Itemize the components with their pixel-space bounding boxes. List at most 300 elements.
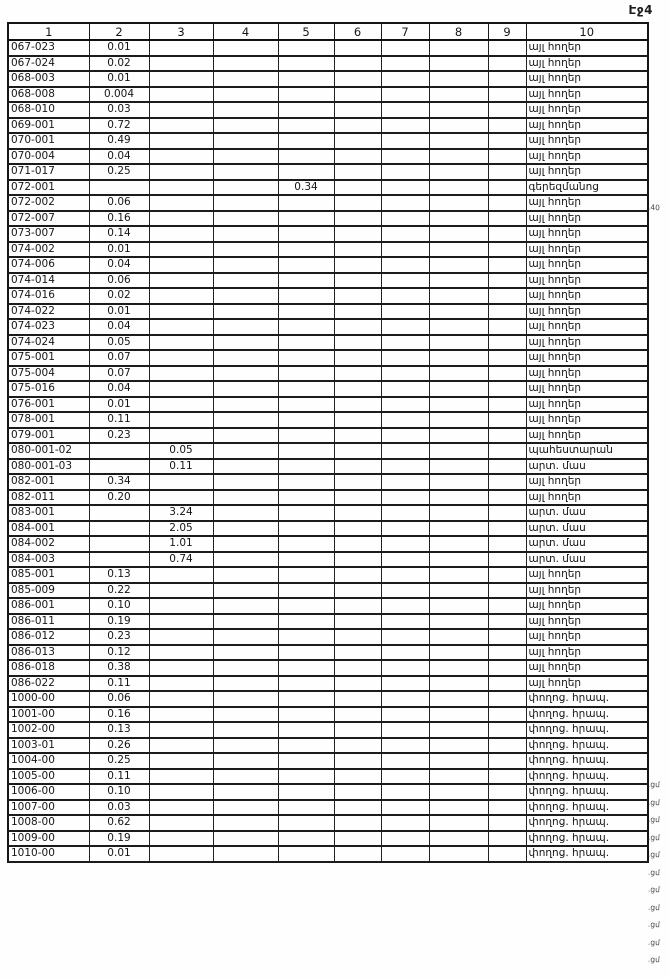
cell-area-col5: [278, 583, 334, 599]
cell-col8: [429, 474, 488, 490]
cell-area-col2: 0.12: [89, 645, 149, 661]
cell-area-col5: [278, 676, 334, 692]
cell-parcel-code: 070-004: [8, 149, 89, 165]
table-row: [8, 242, 648, 258]
cell-area-col5: [278, 149, 334, 165]
cell-area-col3: [149, 490, 213, 506]
cell-col8: [429, 505, 488, 521]
cell-col4: [213, 257, 278, 273]
cell-land-use: արտ. մաս: [526, 552, 648, 568]
cell-area-col5: [278, 195, 334, 211]
cell-area-col5: [278, 614, 334, 630]
cell-col6: [334, 257, 381, 273]
cell-col4: [213, 242, 278, 258]
cell-col6: [334, 304, 381, 320]
cell-col9: [488, 459, 526, 475]
cell-land-use: այլ հողեր: [526, 149, 648, 165]
cell-area-col5: [278, 304, 334, 320]
table-row: [8, 102, 648, 118]
cell-col7: [381, 412, 429, 428]
cell-land-use: այլ հողեր: [526, 350, 648, 366]
cell-col4: [213, 319, 278, 335]
cell-col4: [213, 149, 278, 165]
cell-col9: [488, 676, 526, 692]
cell-area-col3: [149, 846, 213, 862]
cell-land-use: այլ հողեր: [526, 474, 648, 490]
cell-col4: [213, 474, 278, 490]
cell-col8: [429, 87, 488, 103]
cell-parcel-code: 1009-00: [8, 831, 89, 847]
cell-area-col2: 0.01: [89, 71, 149, 87]
cell-parcel-code: 084-001: [8, 521, 89, 537]
cell-area-col2: 0.16: [89, 211, 149, 227]
cell-col9: [488, 71, 526, 87]
cell-col9: [488, 381, 526, 397]
cell-col9: [488, 769, 526, 785]
cell-col4: [213, 164, 278, 180]
cell-area-col3: [149, 242, 213, 258]
cell-land-use: այլ հողեր: [526, 226, 648, 242]
cell-parcel-code: 086-001: [8, 598, 89, 614]
cell-col7: [381, 676, 429, 692]
cell-col4: [213, 614, 278, 630]
cell-land-use: այլ հողեր: [526, 40, 648, 56]
cell-col7: [381, 645, 429, 661]
cell-col4: [213, 428, 278, 444]
cell-area-col2: 0.34: [89, 474, 149, 490]
cell-parcel-code: 079-001: [8, 428, 89, 444]
cell-col8: [429, 676, 488, 692]
cell-area-col3: 1.01: [149, 536, 213, 552]
cell-col8: [429, 536, 488, 552]
cell-col9: [488, 583, 526, 599]
cell-parcel-code: 072-002: [8, 195, 89, 211]
cell-col7: [381, 629, 429, 645]
cell-area-col2: 0.07: [89, 350, 149, 366]
table-row: [8, 164, 648, 180]
cell-area-col3: [149, 273, 213, 289]
cell-col7: [381, 304, 429, 320]
table-row: [8, 490, 648, 506]
cell-col7: [381, 40, 429, 56]
cell-area-col3: [149, 87, 213, 103]
cell-col6: [334, 397, 381, 413]
cell-col9: [488, 629, 526, 645]
cell-parcel-code: 067-024: [8, 56, 89, 72]
table-row: [8, 567, 648, 583]
cell-col4: [213, 40, 278, 56]
cell-col9: [488, 443, 526, 459]
cell-col8: [429, 180, 488, 196]
cell-area-col2: 0.01: [89, 40, 149, 56]
cell-col4: [213, 722, 278, 738]
cell-parcel-code: 080-001-02: [8, 443, 89, 459]
table-row: [8, 87, 648, 103]
cell-area-col3: [149, 366, 213, 382]
cell-area-col2: 0.19: [89, 614, 149, 630]
cell-col4: [213, 583, 278, 599]
cell-col4: [213, 288, 278, 304]
cell-land-use: այլ հողեր: [526, 381, 648, 397]
cell-col4: [213, 629, 278, 645]
cell-col7: [381, 257, 429, 273]
cell-area-col2: 0.06: [89, 195, 149, 211]
cell-area-col3: [149, 428, 213, 444]
cell-col6: [334, 505, 381, 521]
cell-parcel-code: 1006-00: [8, 784, 89, 800]
cell-area-col3: 0.74: [149, 552, 213, 568]
cell-parcel-code: 074-016: [8, 288, 89, 304]
cell-col6: [334, 350, 381, 366]
cell-col4: [213, 831, 278, 847]
cell-area-col2: 0.25: [89, 164, 149, 180]
table-row: [8, 211, 648, 227]
cell-land-use: այլ հողեր: [526, 567, 648, 583]
cell-col8: [429, 722, 488, 738]
land-parcel-table: [7, 22, 649, 863]
cell-col8: [429, 397, 488, 413]
cell-col4: [213, 815, 278, 831]
cell-col4: [213, 691, 278, 707]
cell-area-col3: [149, 722, 213, 738]
cell-col7: [381, 784, 429, 800]
cell-col6: [334, 474, 381, 490]
cell-parcel-code: 1002-00: [8, 722, 89, 738]
cell-land-use: փողոց. հրապ.: [526, 738, 648, 754]
cell-col8: [429, 56, 488, 72]
cell-area-col3: [149, 71, 213, 87]
cell-land-use: այլ հողեր: [526, 102, 648, 118]
cell-land-use: այլ հողեր: [526, 583, 648, 599]
cell-col7: [381, 319, 429, 335]
cell-land-use: այլ հողեր: [526, 428, 648, 444]
cell-col4: [213, 226, 278, 242]
cell-land-use: արտ. մաս: [526, 521, 648, 537]
cell-col8: [429, 660, 488, 676]
cell-area-col3: [149, 629, 213, 645]
table-row: [8, 722, 648, 738]
cell-area-col5: [278, 242, 334, 258]
cell-col4: [213, 335, 278, 351]
cell-col9: [488, 40, 526, 56]
cell-area-col3: [149, 56, 213, 72]
handwritten-margin-mark: .ցմ: [647, 814, 661, 825]
cell-col7: [381, 226, 429, 242]
table-row: [8, 428, 648, 444]
table-row: [8, 288, 648, 304]
cell-area-col3: [149, 815, 213, 831]
cell-col4: [213, 102, 278, 118]
table-row: [8, 815, 648, 831]
cell-col6: [334, 598, 381, 614]
cell-area-col3: [149, 691, 213, 707]
cell-col4: [213, 87, 278, 103]
cell-area-col2: 0.62: [89, 815, 149, 831]
cell-col6: [334, 738, 381, 754]
cell-col4: [213, 769, 278, 785]
table-row: [8, 707, 648, 723]
cell-area-col5: [278, 459, 334, 475]
cell-col6: [334, 691, 381, 707]
cell-col6: [334, 71, 381, 87]
cell-col4: [213, 118, 278, 134]
header-row: [8, 23, 648, 40]
cell-col7: [381, 691, 429, 707]
cell-land-use: այլ հողեր: [526, 273, 648, 289]
cell-col9: [488, 800, 526, 816]
cell-parcel-code: 086-011: [8, 614, 89, 630]
cell-col6: [334, 242, 381, 258]
cell-area-col2: 0.04: [89, 149, 149, 165]
cell-area-col2: [89, 443, 149, 459]
table-row: [8, 583, 648, 599]
cell-col7: [381, 769, 429, 785]
cell-col6: [334, 629, 381, 645]
cell-col8: [429, 598, 488, 614]
cell-col8: [429, 71, 488, 87]
cell-land-use: փողոց. հրապ.: [526, 707, 648, 723]
cell-col8: [429, 257, 488, 273]
cell-area-col5: [278, 412, 334, 428]
cell-col6: [334, 707, 381, 723]
cell-parcel-code: 072-001: [8, 180, 89, 196]
cell-col4: [213, 195, 278, 211]
cell-col7: [381, 505, 429, 521]
cell-col6: [334, 211, 381, 227]
table-row: [8, 784, 648, 800]
cell-col8: [429, 164, 488, 180]
cell-col8: [429, 629, 488, 645]
cell-col4: [213, 180, 278, 196]
cell-parcel-code: 069-001: [8, 118, 89, 134]
cell-area-col2: 0.004: [89, 87, 149, 103]
cell-area-col5: [278, 443, 334, 459]
cell-col7: [381, 846, 429, 862]
cell-col6: [334, 459, 381, 475]
cell-parcel-code: 085-001: [8, 567, 89, 583]
cell-col9: [488, 660, 526, 676]
cell-parcel-code: 075-016: [8, 381, 89, 397]
cell-parcel-code: 1007-00: [8, 800, 89, 816]
cell-col7: [381, 397, 429, 413]
cell-area-col5: [278, 645, 334, 661]
cell-land-use: փողոց. հրապ.: [526, 831, 648, 847]
cell-col4: [213, 521, 278, 537]
cell-area-col3: 2.05: [149, 521, 213, 537]
cell-land-use: փողոց. հրապ.: [526, 691, 648, 707]
cell-area-col2: 0.19: [89, 831, 149, 847]
cell-col9: [488, 784, 526, 800]
cell-area-col5: [278, 598, 334, 614]
cell-area-col5: 0.34: [278, 180, 334, 196]
cell-col4: [213, 660, 278, 676]
cell-col8: [429, 428, 488, 444]
table-row: [8, 304, 648, 320]
column-header-6: 6: [334, 23, 381, 40]
cell-parcel-code: 072-007: [8, 211, 89, 227]
cell-col8: [429, 40, 488, 56]
cell-area-col5: [278, 102, 334, 118]
cell-area-col3: [149, 40, 213, 56]
cell-area-col3: [149, 800, 213, 816]
cell-col6: [334, 118, 381, 134]
cell-col4: [213, 567, 278, 583]
cell-area-col2: 0.38: [89, 660, 149, 676]
cell-land-use: փողոց. հրապ.: [526, 769, 648, 785]
cell-area-col2: 0.23: [89, 629, 149, 645]
cell-area-col5: [278, 366, 334, 382]
cell-col6: [334, 614, 381, 630]
cell-col7: [381, 71, 429, 87]
cell-col9: [488, 118, 526, 134]
cell-col7: [381, 598, 429, 614]
cell-col7: [381, 288, 429, 304]
cell-col4: [213, 381, 278, 397]
cell-col6: [334, 319, 381, 335]
cell-area-col5: [278, 707, 334, 723]
handwritten-margin-mark: .ցմ: [647, 884, 661, 895]
cell-col9: [488, 536, 526, 552]
handwritten-margin-mark: .ցմ: [647, 779, 661, 790]
table-row: [8, 381, 648, 397]
cell-col4: [213, 397, 278, 413]
cell-land-use: այլ հողեր: [526, 242, 648, 258]
cell-col6: [334, 443, 381, 459]
cell-col8: [429, 800, 488, 816]
table-row: [8, 753, 648, 769]
table-row: [8, 397, 648, 413]
cell-parcel-code: 1010-00: [8, 846, 89, 862]
cell-area-col2: 0.26: [89, 738, 149, 754]
cell-area-col2: 0.01: [89, 304, 149, 320]
cell-area-col5: [278, 800, 334, 816]
cell-area-col3: [149, 226, 213, 242]
table-body: [8, 40, 648, 862]
cell-area-col5: [278, 350, 334, 366]
cell-area-col3: [149, 102, 213, 118]
cell-col9: [488, 831, 526, 847]
cell-area-col3: [149, 319, 213, 335]
cell-area-col5: [278, 521, 334, 537]
cell-land-use: այլ հողեր: [526, 257, 648, 273]
cell-parcel-code: 075-001: [8, 350, 89, 366]
cell-land-use: այլ հողեր: [526, 56, 648, 72]
cell-area-col5: [278, 118, 334, 134]
cell-col6: [334, 552, 381, 568]
cell-col6: [334, 180, 381, 196]
cell-col7: [381, 366, 429, 382]
cell-land-use: պահեստարան: [526, 443, 648, 459]
cell-col8: [429, 846, 488, 862]
cell-col7: [381, 722, 429, 738]
cell-col9: [488, 102, 526, 118]
cell-area-col3: [149, 614, 213, 630]
table-row: [8, 180, 648, 196]
cell-land-use: այլ հողեր: [526, 133, 648, 149]
cell-col6: [334, 769, 381, 785]
cell-area-col3: [149, 645, 213, 661]
cell-area-col3: 0.05: [149, 443, 213, 459]
cell-col8: [429, 304, 488, 320]
cell-col6: [334, 800, 381, 816]
cell-col9: [488, 598, 526, 614]
cell-col4: [213, 273, 278, 289]
cell-col8: [429, 552, 488, 568]
cell-col8: [429, 288, 488, 304]
cell-area-col5: [278, 226, 334, 242]
cell-col4: [213, 784, 278, 800]
cell-col8: [429, 242, 488, 258]
column-header-7: 7: [381, 23, 429, 40]
cell-area-col2: 0.11: [89, 412, 149, 428]
cell-area-col5: [278, 505, 334, 521]
cell-col8: [429, 149, 488, 165]
cell-col9: [488, 366, 526, 382]
cell-col9: [488, 335, 526, 351]
handwritten-margin-mark: .ցմ: [647, 954, 661, 965]
cell-land-use: արտ. մաս: [526, 505, 648, 521]
cell-parcel-code: 071-017: [8, 164, 89, 180]
cell-area-col3: [149, 397, 213, 413]
cell-col9: [488, 552, 526, 568]
handwritten-margin-mark: .ցմ: [647, 919, 661, 930]
cell-area-col3: [149, 474, 213, 490]
cell-col7: [381, 552, 429, 568]
table-row: [8, 552, 648, 568]
cell-area-col3: [149, 676, 213, 692]
cell-parcel-code: 083-001: [8, 505, 89, 521]
cell-col4: [213, 412, 278, 428]
cell-col7: [381, 56, 429, 72]
cell-col6: [334, 40, 381, 56]
cell-col9: [488, 350, 526, 366]
cell-col9: [488, 428, 526, 444]
cell-col8: [429, 319, 488, 335]
cell-col6: [334, 645, 381, 661]
cell-col6: [334, 366, 381, 382]
cell-land-use: այլ հողեր: [526, 211, 648, 227]
cell-area-col3: [149, 660, 213, 676]
cell-col6: [334, 335, 381, 351]
cell-col8: [429, 738, 488, 754]
cell-parcel-code: 067-023: [8, 40, 89, 56]
cell-area-col5: [278, 474, 334, 490]
table-row: [8, 505, 648, 521]
cell-land-use: այլ հողեր: [526, 629, 648, 645]
cell-col4: [213, 800, 278, 816]
column-header-10: 10: [526, 23, 648, 40]
cell-area-col3: [149, 831, 213, 847]
cell-area-col3: [149, 149, 213, 165]
cell-col9: [488, 288, 526, 304]
cell-area-col2: 0.16: [89, 707, 149, 723]
cell-col6: [334, 831, 381, 847]
table-row: [8, 56, 648, 72]
table-row: [8, 40, 648, 56]
cell-area-col2: 0.02: [89, 56, 149, 72]
cell-area-col3: 0.11: [149, 459, 213, 475]
cell-area-col5: [278, 567, 334, 583]
cell-parcel-code: 074-006: [8, 257, 89, 273]
table-row: [8, 629, 648, 645]
cell-land-use: այլ հողեր: [526, 319, 648, 335]
cell-col9: [488, 490, 526, 506]
cell-col7: [381, 753, 429, 769]
cell-area-col3: 3.24: [149, 505, 213, 521]
cell-parcel-code: 074-023: [8, 319, 89, 335]
cell-parcel-code: 075-004: [8, 366, 89, 382]
cell-area-col2: 0.07: [89, 366, 149, 382]
